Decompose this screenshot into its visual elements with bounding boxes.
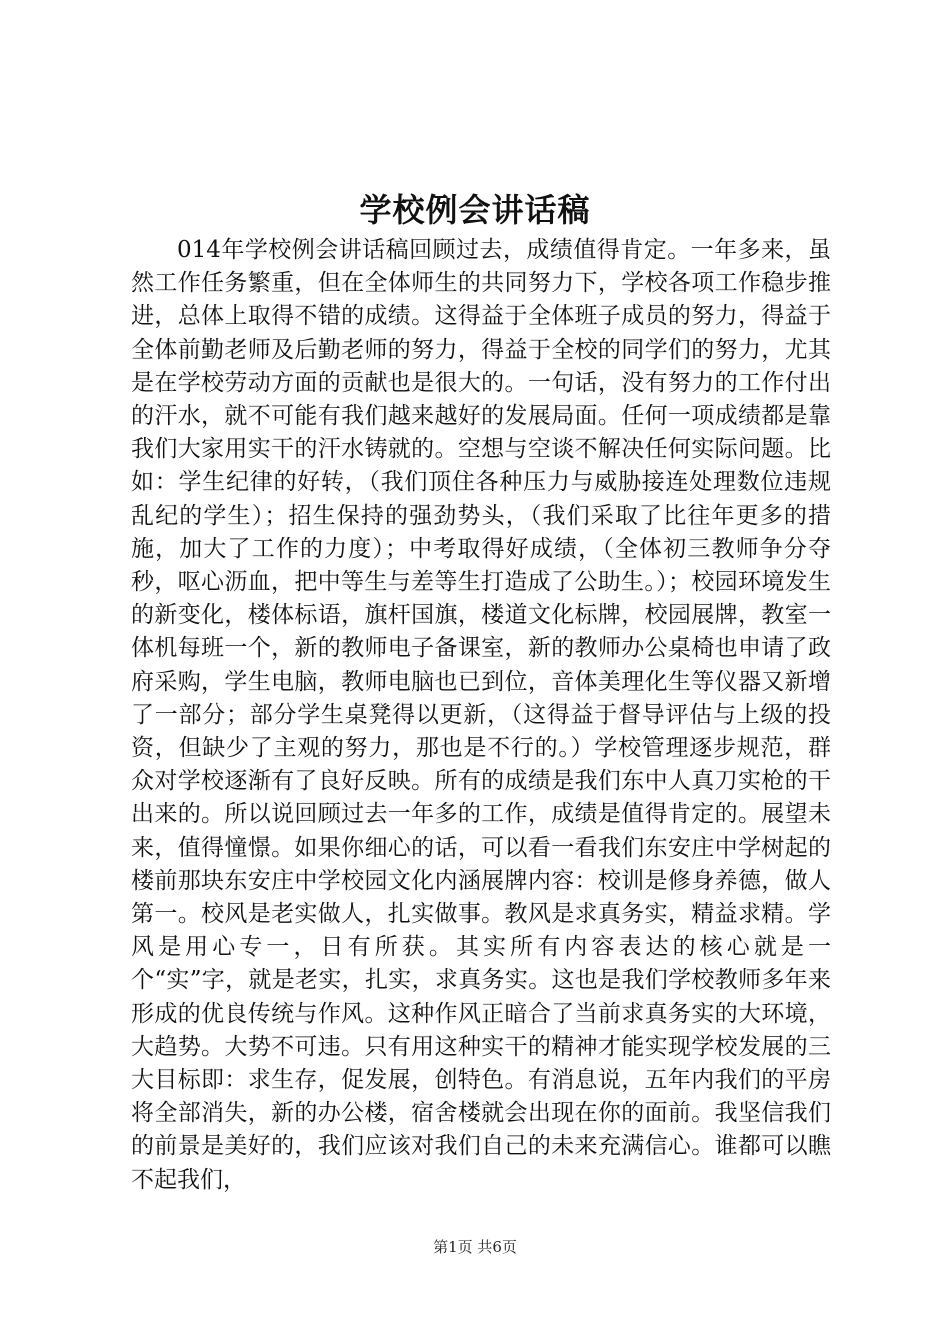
body-paragraph: 014年学校例会讲话稿回顾过去，成绩值得肯定。一年多来，虽然工作任务繁重，但在全体师生的共同努力下，学校各项工作稳步推进，总体上取得不错的成绩。这得益于全体班子成员的努力，得益于全体前勤老师及后勤老师的努力，得益于全校的同学们的努力，尤其是在学校劳动方面的贡献也是很大的。一句话，没有努力的工作付出的汗水，就不可能有我们越来越好的发展局面。任何一项成绩都是靠我们大家用实干的汗水铸就的。空想与空谈不解决任何实际问题。比如：学生纪律的好转，（我们顶住各种压力与威胁接连处理数位违规乱纪的学生）；招生保持的强劲势头，（我们采取了比往年更多的措施，加大了工作的力度）；中考取得好成绩，（全体初三教师争分夺秒，呕心沥血，把中等生与差等生打造成了公助生。）；校园环境发生的新变化，楼体标语，旗杆国旗，楼道文化标牌，校园展牌，教室一体机每班一个，新的教师电子备课室，新的教师办公桌椅也申请了政府采购，学生电脑，教师电脑也已到位，音体美理化生等仪器又新增了一部分；部分学生桌凳得以更新，（这得益于督导评估与上级的投资，但缺少了主观的努力，那也是不行的。）学校管理逐步规范，群众对学校逐渐有了良好反映。所有的成绩是我们东中人真刀实枪的干出来的。所以说回顾过去一年多的工作，成绩是值得肯定的。展望未来，值得憧憬。如果你细心的话，可以看一看我们东安庄中学树起的楼前那块东安庄中学校园文化内涵展牌内容：校训是修身养德，做人第一。校风是老实做人，扎实做事。教风是求真务实，精益求精。学风是用心专一，日有所获。其实所有内容表达的核心就是一个“实”字，就是老实，扎实，求真务实。这也是我们学校教师多年来形成的优良传统与作风。这种作风正暗合了当前求真务实的大环境，大趋势。大势不可违。只有用这种实干的精神才能实现学校发展的三大目标即：求生存，促发展，创特色。有消息说，五年内我们的平房将全部消失，新的办公楼，宿舍楼就会出现在你的面前。我坚信我们的前景是美好的，我们应该对我们自己的未来充满信心。谁都可以瞧不起我们， xyxy=(131,237,831,1193)
document-title: 学校例会讲话稿 xyxy=(359,191,591,229)
page-footer: 第1页 共6页 xyxy=(433,1238,517,1256)
